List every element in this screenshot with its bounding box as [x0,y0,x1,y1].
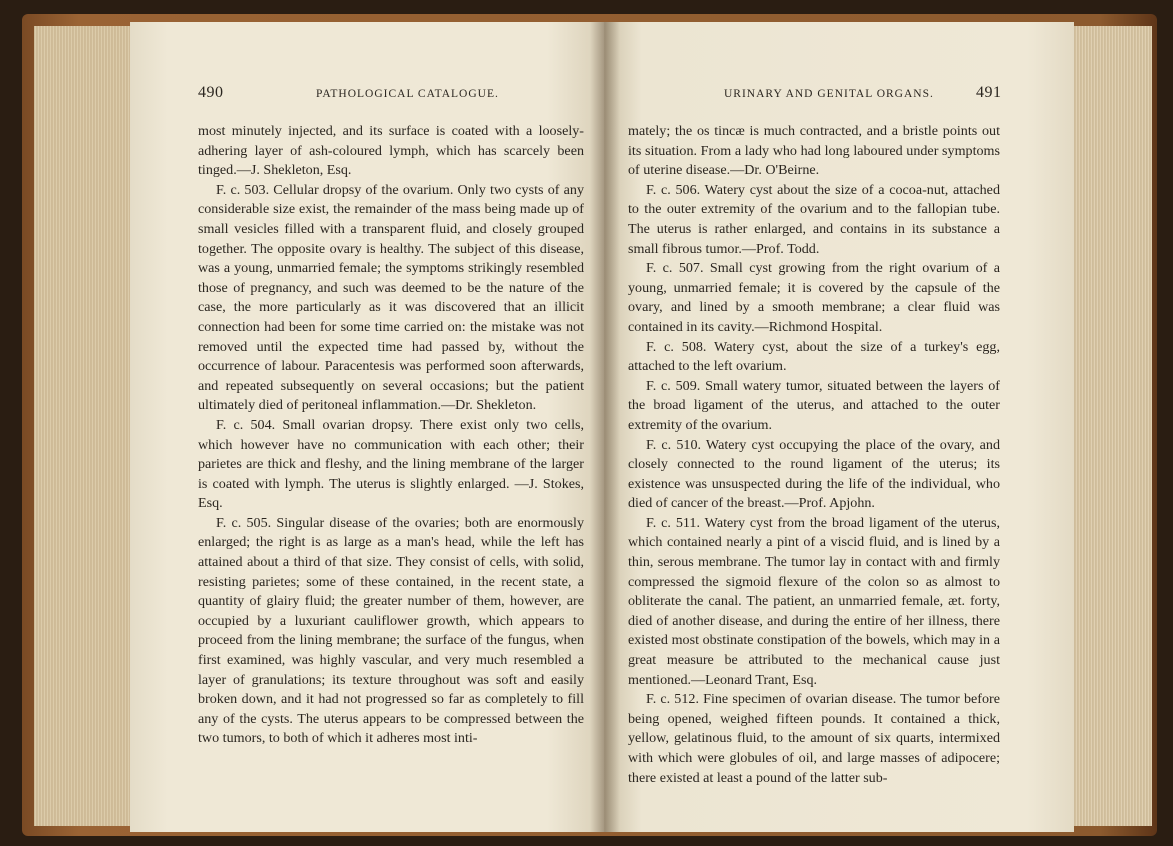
page-number: 490 [198,84,224,101]
paragraph: F. c. 511. Watery cyst from the broad ligament of the uterus, which contained nearly a pint of a viscid fluid, and is lined by a thin, serous membrane. The tumor lay in contact with and firmly compressed the sigmoid flexure of the colon so as almost to obliterate the canal. The patient, an unmarried female, æt. forty, died of another disease, and during the entire of her illness, there existed most obstinate constipation of the bowels, which may in a great measure be attributed to the mechanical cause just mentioned.—Leonard Trant, Esq. [628,514,1000,688]
right-page-body [628,122,1000,788]
paragraph: most minutely injected, and its surface is coated with a loosely-adhering layer of ash-coloured lymph, which has scarcely been tinged.—J. Shekleton, Esq. [198,123,584,179]
paragraph: F. c. 504. Small ovarian dropsy. There exist only two cells, which however have no communication with each other; their parietes are thick and fleshy, and the lining membrane of the larger is coated with lymph. The uterus is slightly enlarged. —J. Stokes, Esq. [198,416,584,512]
page-edges-left [34,26,144,826]
left-page-body [198,122,584,749]
paragraph: F. c. 509. Small watery tumor, situated between the layers of the broad ligament of the uterus, and attached to the outer extremity of the ovarium. [628,377,1000,433]
right-page [604,22,1074,832]
running-head: PATHOLOGICAL CATALOGUE. [316,88,499,100]
paragraph: F. c. 508. Watery cyst, about the size of a turkey's egg, attached to the left ovarium. [628,338,1000,375]
page-number: 491 [976,84,1002,101]
book-gutter [590,22,620,832]
paragraph: F. c. 510. Watery cyst occupying the place of the ovary, and closely connected to the round ligament of the uterus; its existence was unsuspected during the life of the individual, who died of cancer of the breast.—Prof. Apjohn. [628,436,1000,512]
paragraph: mately; the os tincæ is much contracted, and a bristle points out its situation. From a lady who had long laboured under symptoms of uterine disease.—Dr. O'Beirne. [628,123,1000,179]
paragraph: F. c. 505. Singular disease of the ovaries; both are enormously enlarged; the right is as large as a man's head, while the left has attained about a third of that size. They consist of cells, with solid, resisting parietes; some of these contained, in the recent state, a quantity of glairy fluid; the greater number of them, however, are occupied by a luxuriant cauliflower growth, which appears to proceed from the lining membrane; the surface of the fungus, when first examined, was highly vascular, and very much resembled a layer of granulations; its texture throughout was soft and easily broken down, and it had not progressed so far as completely to fill any of the cysts. The uterus appears to be compressed between the two tumors, to both of which it adheres most inti- [198,514,584,747]
paragraph: F. c. 506. Watery cyst about the size of a cocoa-nut, attached to the outer extremity of the ovarium and to the fallopian tube. The uterus is rather enlarged, and contains in its substance a small fibrous tumor.—Prof. Todd. [628,181,1000,257]
paragraph: F. c. 507. Small cyst growing from the right ovarium of a young, unmarried female; it is covered by the capsule of the ovary, and lined by a smooth membrane; a clear fluid was contained in its cavity.—Richmond Hospital. [628,260,1000,335]
running-head: URINARY AND GENITAL ORGANS. [724,88,934,100]
paragraph: F. c. 503. Cellular dropsy of the ovarium. Only two cysts of any considerable size exist, the remainder of the mass being made up of small vesicles filled with a transparent fluid, and closely grouped together. The opposite ovary is healthy. The subject of this disease, was a young, unmarried female; the symptoms strikingly resembled those of pregnancy, and such was deemed to be the nature of the case, the more particularly as it was discovered that an illicit connection had been for some time carried on: the mistake was not removed until the expected time had passed by, without the occurrence of labour. Paracentesis was performed soon afterwards, and repeated subsequently on several occasions; but the patient ultimately died of peritoneal inflammation.—Dr. Shekleton. [198,181,584,414]
paragraph: F. c. 512. Fine specimen of ovarian disease. The tumor before being opened, weighed fifteen pounds. It contained a thick, yellow, gelatinous fluid, to the amount of six quarts, intermixed with which were globules of oil, and large masses of adipocere; there existed at least a pound of the latter sub- [628,691,1000,786]
left-page [130,22,604,832]
